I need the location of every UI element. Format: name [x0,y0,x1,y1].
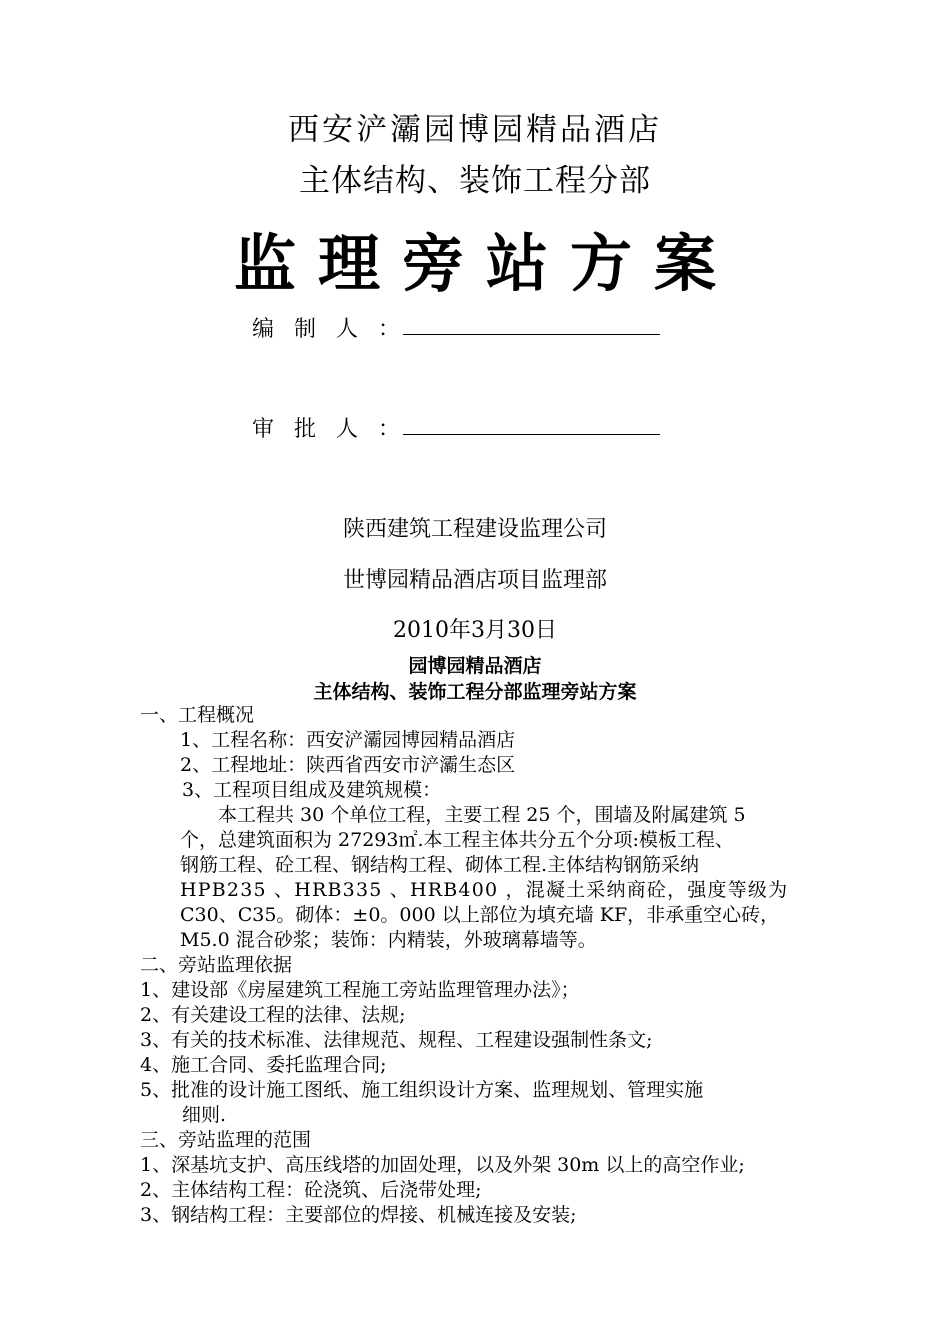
section-heading: 二、旁站监理依据 [140,954,293,976]
document-date: 2010年3月30日 [393,618,557,643]
list-item: 1、深基坑支护、高压线塔的加固处理，以及外架 30m 以上的高空作业; [140,1154,745,1176]
list-item: 1、工程名称：西安浐灞园博园精品酒店 [180,729,516,751]
list-item-continuation: 细则. [182,1104,227,1126]
section-heading: 一、工程概况 [140,704,255,726]
paragraph-line: 钢筋工程、砼工程、钢结构工程、砌体工程.主体结构钢筋采纳 [180,854,700,876]
paragraph-line: 个，总建筑面积为 27293㎡.本工程主体共分五个分项:模板工程、 [180,829,734,851]
list-item: 2、主体结构工程：砼浇筑、后浇带处理; [140,1179,482,1201]
paragraph-line: C30、C35。砌体：±0。000 以上部位为填充墙 KF，非承重空心砖， [180,904,780,926]
cover-title-line1: 西安浐灞园博园精品酒店 [288,112,662,148]
content-heading1: 园博园精品酒店 [408,655,542,677]
paragraph-line: M5.0 混合砂浆；装饰：内精装，外玻璃幕墙等。 [180,929,597,951]
list-item: 4、施工合同、委托监理合同; [140,1054,387,1076]
list-item: 5、批准的设计施工图纸、施工组织设计方案、监理规划、管理实施 [140,1079,704,1101]
compiler-signature-line [403,334,660,335]
cover-main-title: 监理旁站方案 [233,227,738,300]
compiler-label: 编制人： [252,317,421,342]
company-name: 陕西建筑工程建设监理公司 [342,517,607,542]
list-item: 3、钢结构工程：主要部位的焊接、机械连接及安装; [140,1204,577,1226]
list-item: 2、有关建设工程的法律、法规; [140,1004,406,1026]
cover-title-line2: 主体结构、装饰工程分部 [299,163,651,199]
list-item: 2、工程地址：陕西省西安市浐灞生态区 [180,754,516,776]
section-heading: 三、旁站监理的范围 [140,1129,312,1151]
department-name: 世博园精品酒店项目监理部 [342,568,607,593]
list-item: 3、有关的技术标准、法律规范、规程、工程建设强制性条文; [140,1029,653,1051]
content-heading2: 主体结构、装饰工程分部监理旁站方案 [313,681,637,703]
paragraph-line: HPB235 、HRB335 、HRB400 ，混凝土采纳商砼，强度等级为 [180,879,789,901]
paragraph-line: 本工程共 30 个单位工程，主要工程 25 个，围墙及附属建筑 5 [218,804,746,826]
approver-label: 审批人： [252,417,421,442]
list-item: 3、工程项目组成及建筑规模： [182,779,442,801]
approver-signature-line [403,434,660,435]
list-item: 1、建设部《房屋建筑工程施工旁站监理管理办法》； [140,979,580,1001]
